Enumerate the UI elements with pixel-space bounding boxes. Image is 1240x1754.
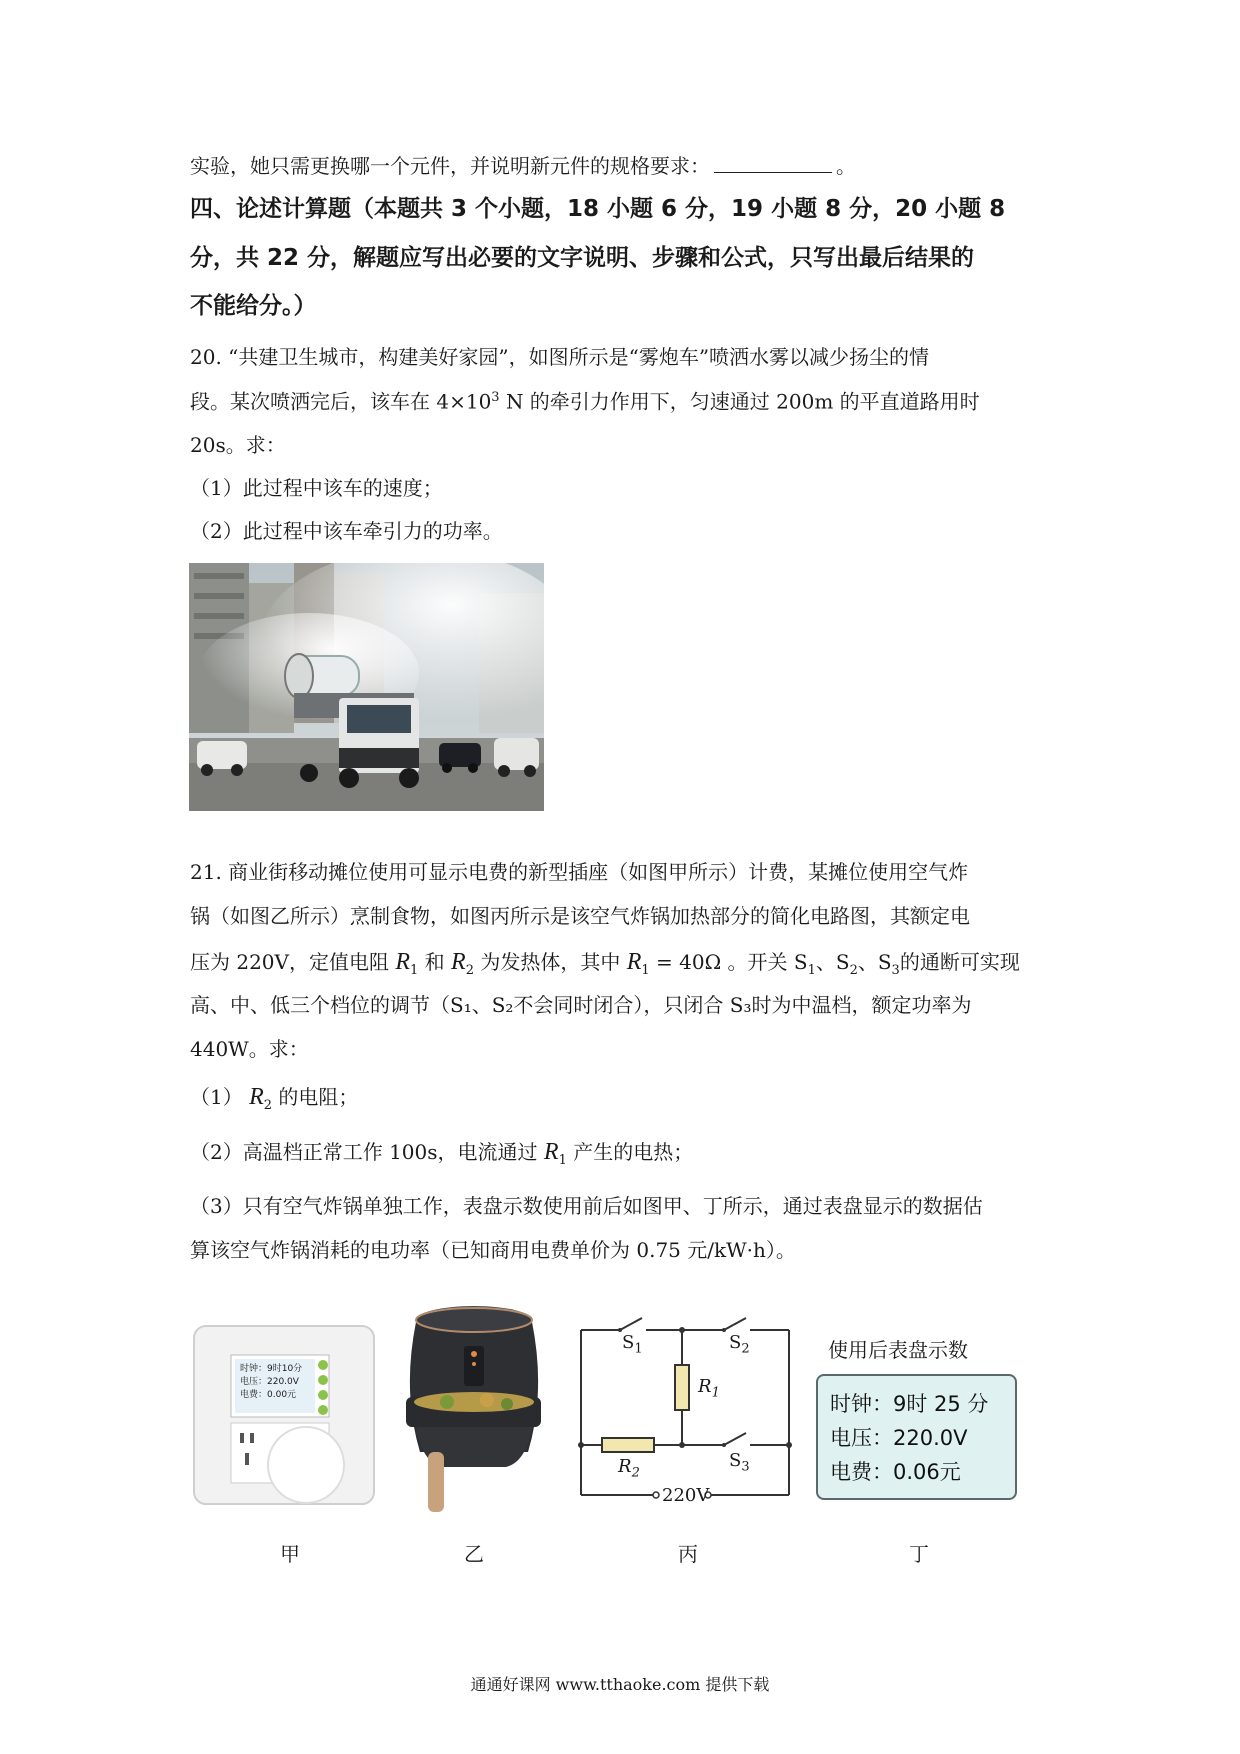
- s1-label: [622, 1332, 643, 1357]
- fog-cannon-truck-photo: [189, 563, 544, 811]
- caption-yi: 乙: [464, 1542, 484, 1566]
- subscript: 1: [641, 963, 650, 978]
- resistance-value: = 40Ω: [656, 950, 722, 974]
- r2-label: [618, 1456, 640, 1481]
- text: 。: [836, 154, 856, 178]
- q20-part-2: （2）此过程中该车牵引力的功率。: [190, 519, 503, 543]
- q21-line-2: 锅（如图乙所示）烹制食物，如图丙所示是该空气炸锅加热部分的简化电路图，其额定电: [190, 904, 970, 928]
- text: （2）高温档正常工作 100s，电流通过: [190, 1140, 538, 1164]
- socket-clock: 时钟：9时10分: [240, 1364, 303, 1374]
- source-voltage-label: 220V: [662, 1485, 710, 1506]
- text: 、S: [815, 950, 850, 974]
- text: 段。某次喷洒完后，该车在: [190, 389, 430, 414]
- r-symbol: R: [451, 949, 466, 975]
- socket-voltage: 电压：220.0V: [240, 1377, 299, 1387]
- circuit-diagram: [578, 1310, 792, 1510]
- display-fee: 电费：0.06元: [830, 1460, 961, 1484]
- q20-line-2: [190, 391, 980, 412]
- caption-ding: 丁: [909, 1542, 929, 1566]
- q21-line-3: [190, 950, 1020, 977]
- text: S: [729, 1450, 742, 1471]
- s3-label: [729, 1450, 750, 1475]
- air-fryer-figure: [392, 1302, 555, 1522]
- section-heading-line-3: 不能给分。）: [190, 293, 317, 319]
- text: 的通断可实现: [899, 950, 1020, 974]
- display-voltage: 电压：220.0V: [830, 1426, 968, 1450]
- r-symbol: R: [249, 1084, 264, 1110]
- subscript: 3: [891, 963, 900, 978]
- section-heading-line-2: 分，共 22 分，解题应写出必要的文字说明、步骤和公式，只写出最后结果的: [190, 245, 975, 271]
- q21-part-2: [190, 1140, 693, 1167]
- socket-fee: 电费：0.00元: [240, 1390, 297, 1400]
- subscript: 2: [741, 1341, 750, 1357]
- q21-line-5: 440W。求：: [190, 1037, 309, 1061]
- r1-label: [698, 1376, 720, 1401]
- subscript: 2: [849, 963, 858, 978]
- answer-blank[interactable]: [714, 154, 832, 173]
- text: 、S: [857, 950, 892, 974]
- caption-jia: 甲: [280, 1542, 300, 1566]
- text: 实验，她只需更换哪一个元件，并说明新元件的规格要求：: [190, 154, 710, 178]
- exponent: 3: [491, 390, 500, 405]
- force-unit: N: [505, 389, 524, 414]
- q20-part-1: （1）此过程中该车的速度；: [190, 476, 443, 500]
- subscript: 1: [410, 963, 419, 978]
- q21-line-4: 高、中、低三个档位的调节（S₁、S₂不会同时闭合），只闭合 S₃时为中温档，额定功率为: [190, 993, 972, 1017]
- r-symbol: R: [395, 949, 411, 975]
- text: 。开关 S: [727, 950, 808, 974]
- subscript: 2: [465, 963, 474, 978]
- text: S: [729, 1332, 742, 1353]
- text: S: [622, 1332, 635, 1353]
- force-value: 4×10: [436, 389, 492, 414]
- subscript: 1: [634, 1341, 643, 1357]
- smart-socket-figure: [193, 1325, 375, 1505]
- meter-display-after-use: [816, 1374, 1017, 1500]
- q20-line-3: 20s。求：: [190, 433, 286, 457]
- text: 产生的电热；: [573, 1140, 694, 1164]
- subscript: 1: [711, 1385, 720, 1401]
- q21-line-1: 21. 商业街移动摊位使用可显示电费的新型插座（如图甲所示）计费，某摊位使用空气炸: [190, 860, 969, 884]
- text: 和: [424, 950, 445, 974]
- q21-part-1: [190, 1085, 358, 1112]
- s2-label: [729, 1332, 750, 1357]
- text: （1）: [190, 1085, 243, 1109]
- subscript: 1: [558, 1153, 567, 1168]
- subscript: 2: [631, 1465, 640, 1481]
- text: R: [618, 1456, 632, 1477]
- display-clock: 时钟：9时 25 分: [830, 1392, 989, 1416]
- text: 压为 220V，定值电阻: [190, 950, 389, 974]
- r-symbol: R: [543, 1139, 559, 1165]
- subscript: 1: [807, 963, 816, 978]
- q20-line-1: 20. “共建卫生城市，构建美好家园”，如图所示是“雾炮车”喷洒水雾以减少扬尘的情: [190, 345, 930, 369]
- text: 的牵引力作用下，匀速通过 200m 的平直道路用时: [529, 389, 980, 414]
- subscript: 3: [741, 1459, 750, 1475]
- text: 的电阻；: [278, 1085, 359, 1109]
- page-footer: 通通好课网 www.tthaoke.com 提供下载: [470, 1675, 770, 1694]
- previous-question-tail: [190, 154, 856, 176]
- text: 为发热体，其中: [480, 950, 621, 974]
- q21-part-3-line-2: 算该空气炸锅消耗的电功率（已知商用电费单价为 0.75 元/kW·h）。: [190, 1238, 796, 1262]
- text: R: [698, 1376, 712, 1397]
- r-symbol: R: [626, 949, 642, 975]
- display-title: 使用后表盘示数: [828, 1338, 968, 1362]
- subscript: 2: [263, 1098, 273, 1113]
- q21-part-3-line-1: （3）只有空气炸锅单独工作，表盘示数使用前后如图甲、丁所示，通过表盘显示的数据估: [190, 1194, 983, 1218]
- caption-bing: 丙: [678, 1542, 698, 1566]
- section-heading-line-1: 四、论述计算题（本题共 3 个小题，18 小题 6 分，19 小题 8 分，20 小题 8: [190, 196, 1006, 222]
